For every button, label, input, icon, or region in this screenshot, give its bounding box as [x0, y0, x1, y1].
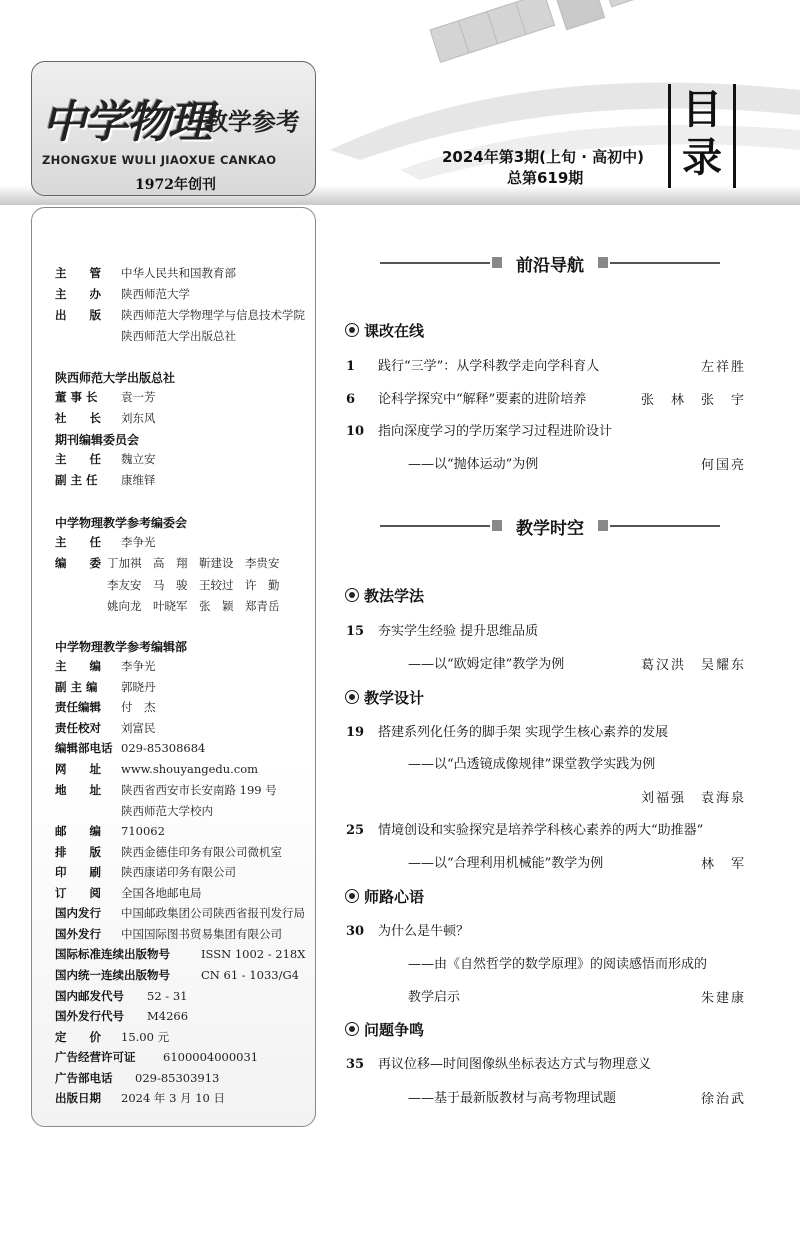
toc-subtitle: ——以“欧姆定律”教学为例 — [408, 657, 565, 672]
issue-number: 2024年第3期(上旬 · 高初中) — [442, 148, 645, 166]
sb-row-subscription: 订 阅 全国各地邮电局 — [55, 886, 202, 900]
sb-row-committee-chair: 主 任 魏立安 — [55, 452, 156, 466]
sb-row-postcode: 邮 编 710062 — [55, 824, 165, 838]
column-heading: 教法学法 — [345, 585, 424, 606]
sb-board-heading: 中学物理教学参考编委会 — [55, 516, 188, 530]
sb-dept-heading: 中学物理教学参考编辑部 — [55, 640, 188, 654]
masthead-sidebar — [31, 207, 316, 1127]
sb-address-cont: 陕西师范大学校内 — [121, 804, 213, 818]
section-title: 教学时空 — [516, 519, 584, 539]
column-heading: 问题争鸣 — [345, 1019, 424, 1040]
sb-row-editorial-phone: 编辑部电话 029-85308684 — [55, 741, 206, 755]
sb-row-publisher: 出 版 陕西师范大学物理学与信息技术学院 — [55, 308, 305, 322]
toc-subtitle: ——基于最新版教材与高考物理试题 — [408, 1091, 617, 1106]
toc-subtitle: ——以“抛体运动”为例 — [408, 457, 539, 472]
sb-row-typesetting: 排 版 陕西金德佳印务有限公司微机室 — [55, 845, 282, 859]
sb-row-proofreader: 责任校对 刘富民 — [55, 721, 156, 735]
toc-author: 刘福强 袁海泉 — [640, 791, 746, 806]
toc-entry[interactable]: 35 再议位移—时间图像纵坐标表达方式与物理意义 — [346, 1057, 652, 1072]
sb-row-cn: 国内统一连续出版物号 CN 61 - 1033/G4 — [55, 968, 299, 982]
bullet-icon — [345, 323, 359, 337]
toc-entry[interactable]: 30 为什么是牛顿？ — [346, 924, 470, 939]
sb-row-address: 地 址 陕西省西安市长安南路 199 号 — [55, 783, 277, 797]
logo-subtitle: 教学参考 — [204, 107, 300, 136]
toc-author: 葛汉洪 吴耀东 — [640, 658, 746, 673]
sb-press-heading: 陕西师范大学出版总社 — [55, 371, 176, 385]
sb-row-responsible-editor: 责任编辑 付 杰 — [55, 700, 156, 714]
sb-committee-heading: 期刊编辑委员会 — [55, 433, 140, 447]
sb-row-committee-vice: 副 主 任 康维铎 — [55, 473, 156, 487]
bullet-icon — [345, 690, 359, 704]
sb-row-chairman: 董 事 长 袁一芳 — [55, 390, 156, 404]
bullet-icon — [345, 1022, 359, 1036]
section-banner-frontier — [380, 253, 720, 276]
toc-author: 左祥胜 — [700, 360, 746, 375]
sb-row-price: 定 价 15.00 元 — [55, 1030, 170, 1044]
toc-author: 林 军 — [700, 857, 746, 872]
toc-author: 徐治武 — [700, 1092, 746, 1107]
column-heading: 师路心语 — [345, 886, 424, 907]
total-issue: 总第619期 — [507, 169, 584, 187]
toc-subtitle-cont: 教学启示 — [408, 990, 461, 1005]
toc-subtitle: ——由《自然哲学的数学原理》的阅读感悟而形成的 — [408, 957, 708, 972]
sb-board-members-2: 李友安 马 骏 王较过 许 勤 — [107, 578, 280, 592]
section-title: 前沿导航 — [516, 256, 584, 276]
sb-row-editor-in-chief: 主 编 李争光 — [55, 659, 156, 673]
sb-row-board-chair: 主 任 李争光 — [55, 535, 156, 549]
column-heading: 课改在线 — [345, 320, 424, 341]
toc-entry[interactable]: 19 搭建系列化任务的脚手架 实现学生核心素养的发展 — [346, 725, 669, 740]
contents-title-box — [668, 84, 736, 188]
logo-title: 中学物理 — [42, 97, 210, 148]
toc-author: 朱建康 — [700, 991, 746, 1006]
bullet-icon — [345, 588, 359, 602]
logo-pinyin: ZHONGXUE WULI JIAOXUE CANKAO — [42, 153, 277, 167]
toc-entry[interactable]: 10 指向深度学习的学历案学习过程进阶设计 — [346, 424, 613, 439]
sb-row-issn: 国际标准连续出版物号 ISSN 1002 - 218X — [55, 947, 306, 961]
sb-row-deputy-editor: 副 主 编 郭晓丹 — [55, 680, 156, 694]
toc-author: 何国亮 — [700, 458, 746, 473]
column-heading: 教学设计 — [345, 687, 424, 708]
sb-row-ad-license: 广告经营许可证 6100004000031 — [55, 1050, 259, 1064]
sb-row-sponsor: 主 管 中华人民共和国教育部 — [55, 266, 236, 280]
bullet-icon — [345, 889, 359, 903]
founded-year: 1972年创刊 — [135, 177, 216, 193]
contents-title: 目录 — [682, 87, 722, 181]
sb-row-board-members: 编 委 丁加祺 高 翔 靳建设 李贵安 — [55, 556, 280, 570]
toc-entry[interactable]: 6 论科学探究中“解释”要素的进阶培养 — [346, 392, 587, 407]
toc-author: 张 林 张 宇 — [640, 393, 746, 408]
toc-entry[interactable]: 25 情境创设和实验探究是培养学科核心素养的两大“助推器” — [346, 823, 704, 838]
sb-publisher-cont: 陕西师范大学出版总社 — [121, 329, 236, 343]
toc-subtitle: ——以“凸透镜成像规律”课堂教学实践为例 — [408, 757, 656, 772]
toc-entry[interactable]: 15 夯实学生经验 提升思维品质 — [346, 624, 539, 639]
website-link[interactable]: www.shouyangedu.com — [121, 762, 259, 776]
sb-row-foreign-code: 国外发行代号 M4266 — [55, 1009, 189, 1023]
toc-subtitle: ——以“合理利用机械能”教学为例 — [408, 856, 604, 871]
toc-entry[interactable]: 1 践行“三学”：从学科教学走向学科育人 — [346, 359, 600, 374]
sb-row-organizer: 主 办 陕西师范大学 — [55, 287, 190, 301]
sb-row-printing: 印 刷 陕西康诺印务有限公司 — [55, 865, 236, 879]
sb-row-foreign-dist: 国外发行 中国国际图书贸易集团有限公司 — [55, 927, 282, 941]
sb-row-ad-phone: 广告部电话 029-85303913 — [55, 1071, 220, 1085]
sb-row-president: 社 长 刘东风 — [55, 411, 156, 425]
sb-row-domestic-postal-code: 国内邮发代号 52 - 31 — [55, 989, 188, 1003]
sb-board-members-3: 姚向龙 叶晓军 张 颖 郑青岳 — [107, 599, 280, 613]
sb-row-website: 网 址 www.shouyangedu.com — [55, 762, 259, 776]
sb-row-domestic-dist: 国内发行 中国邮政集团公司陕西省报刊发行局 — [55, 906, 305, 920]
section-banner-teaching — [380, 516, 720, 539]
masthead-logo — [31, 61, 316, 196]
sb-row-pub-date: 出版日期 2024 年 3 月 10 日 — [55, 1091, 225, 1105]
